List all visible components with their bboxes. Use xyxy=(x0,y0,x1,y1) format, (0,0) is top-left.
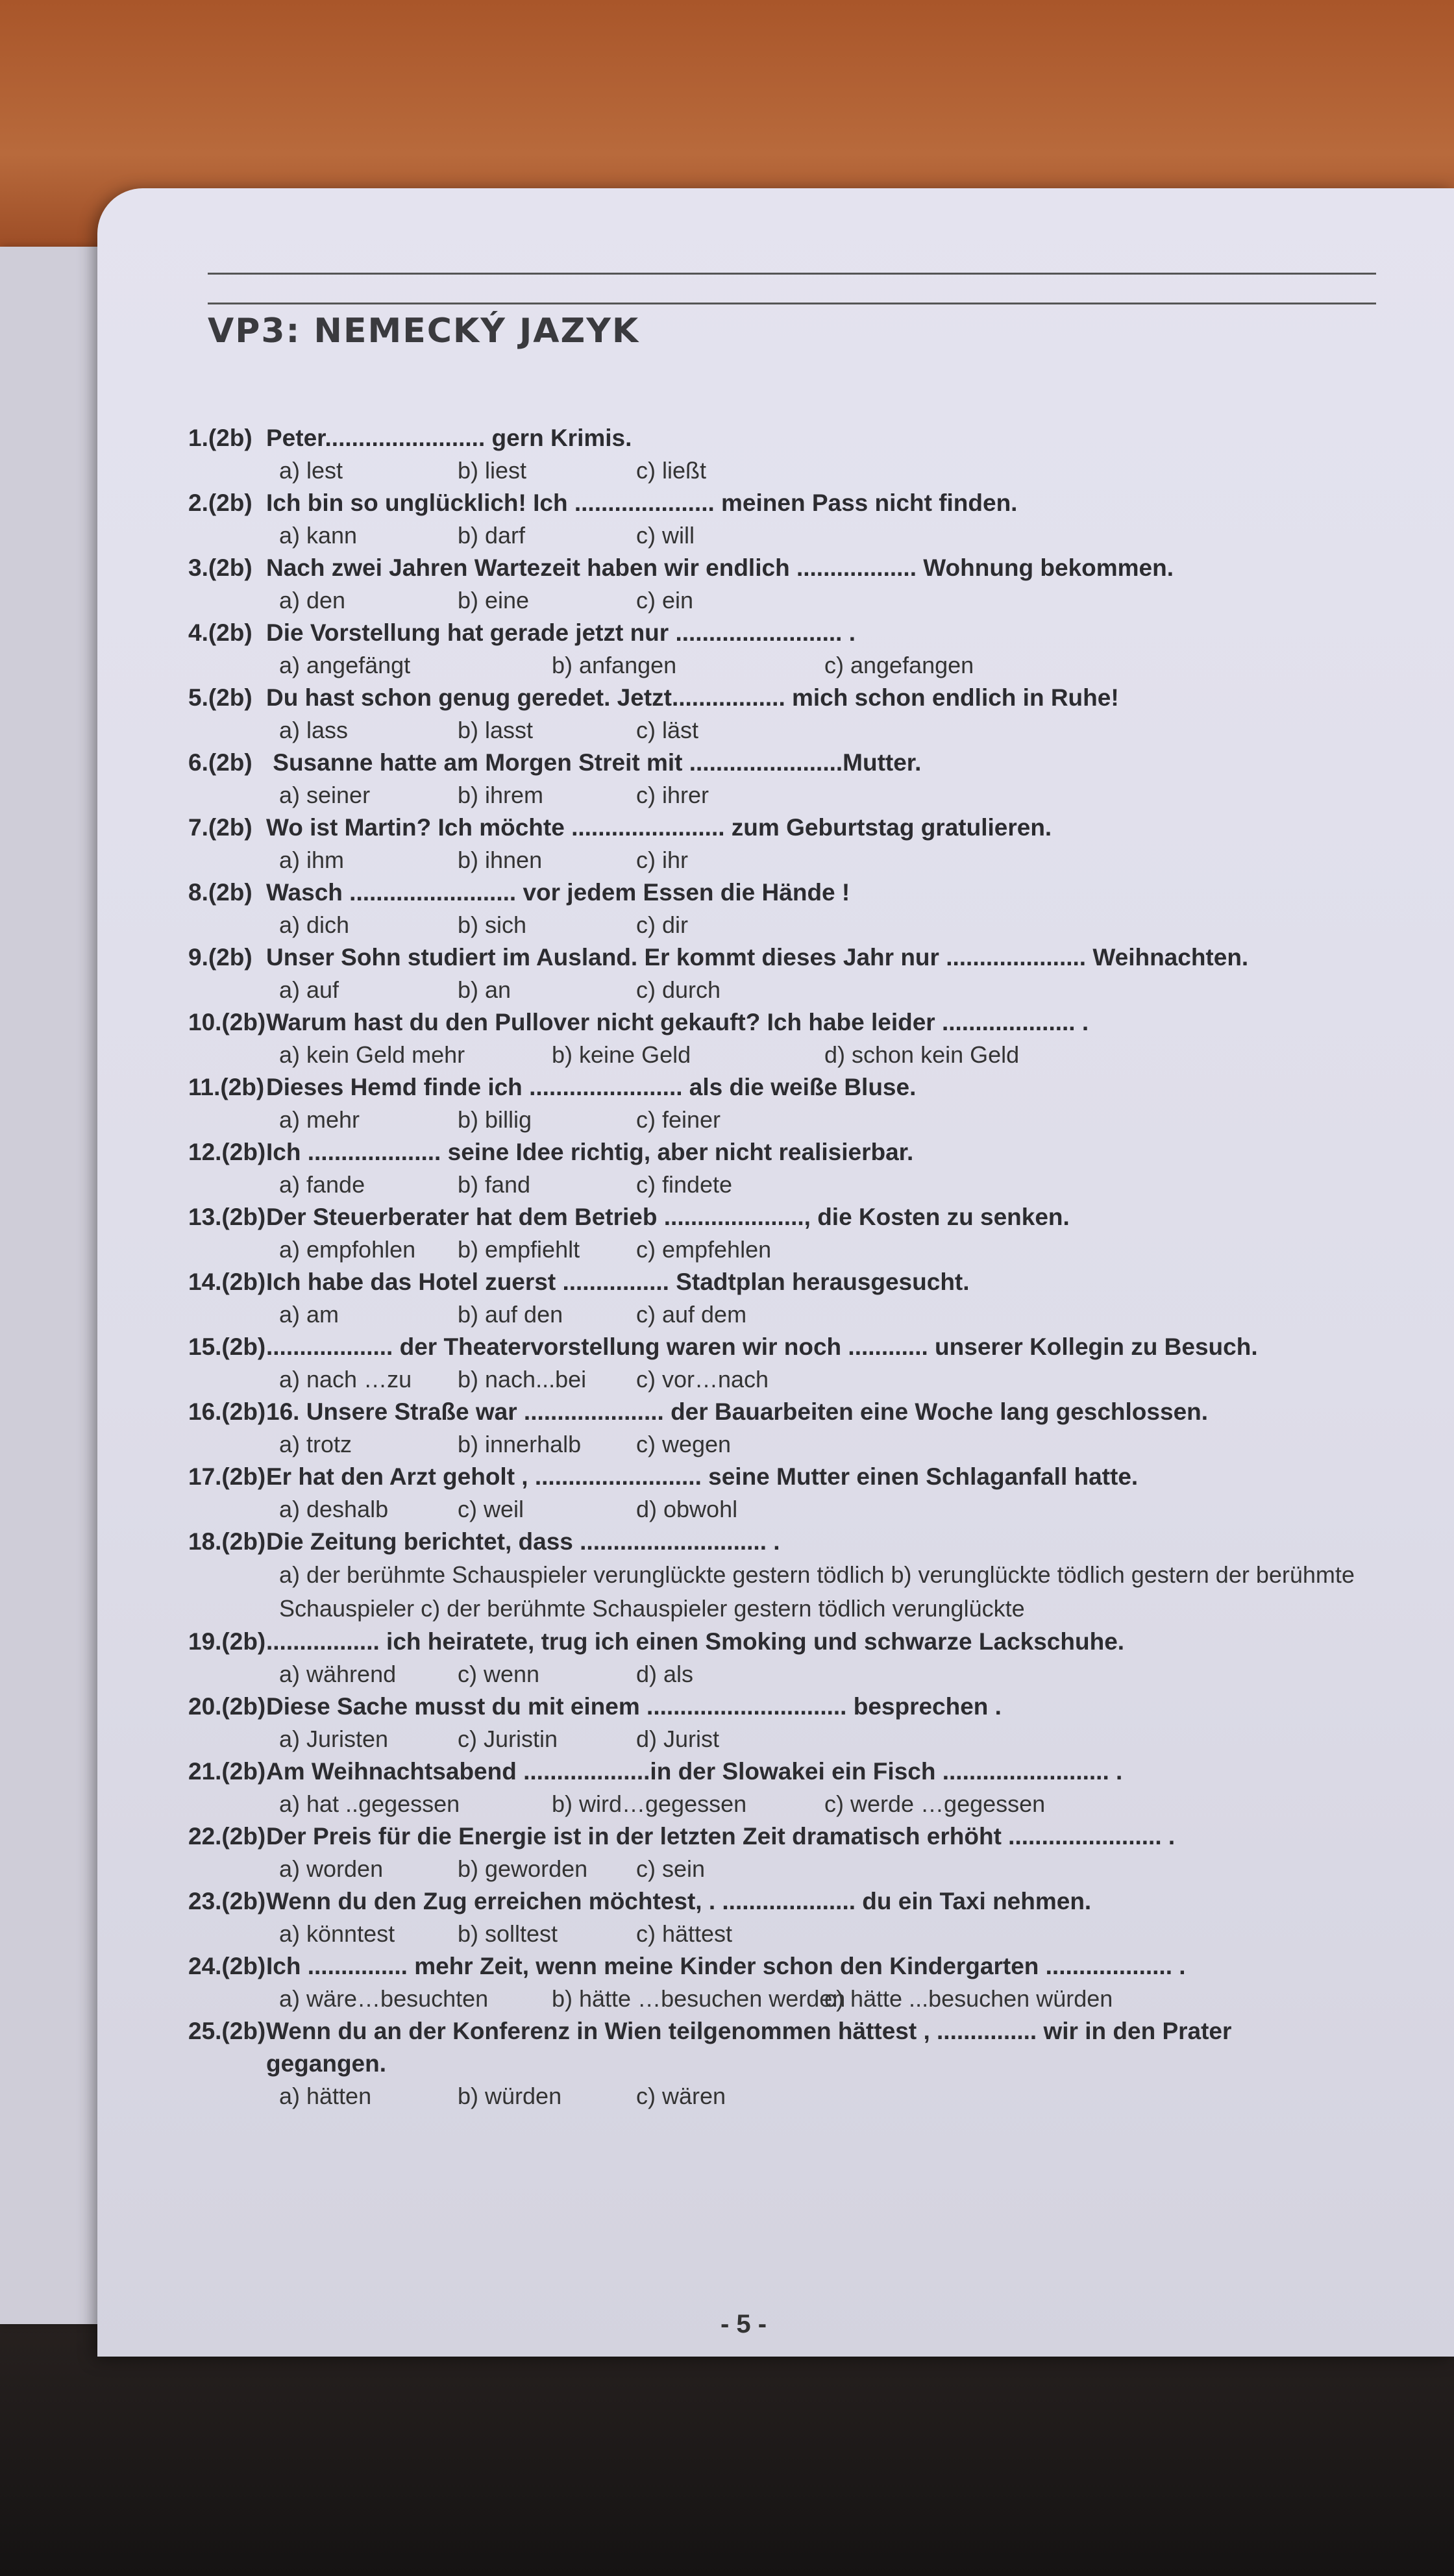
answer-option: a) auf xyxy=(279,976,339,1003)
answer-option: a) trotz xyxy=(279,1431,352,1457)
question-number: 10.(2b) xyxy=(188,1009,266,1035)
answer-option: c) empfehlen xyxy=(636,1236,772,1263)
question-item xyxy=(188,1820,1448,1885)
question-text: Warum hast du den Pullover nicht gekauft? Ich habe leider .................... . xyxy=(266,1009,1089,1035)
question-item xyxy=(188,1201,1448,1266)
question-text: Nach zwei Jahren Wartezeit haben wir endlich .................. Wohnung bekommen. xyxy=(266,554,1174,581)
answer-option: a) dich xyxy=(279,911,350,938)
question-number: 25.(2b) xyxy=(188,2018,266,2044)
header-rule xyxy=(208,303,1376,304)
answer-option: c) Juristin xyxy=(458,1726,558,1752)
answer-option: a) seiner xyxy=(279,782,371,808)
question-line xyxy=(188,617,1448,649)
question-number: 17.(2b) xyxy=(188,1463,266,1490)
question-text-continuation: gegangen. xyxy=(266,2050,387,2077)
question-number: 1.(2b) xyxy=(188,425,253,451)
answer-option: b) liest xyxy=(458,457,527,484)
answer-options xyxy=(188,584,1448,617)
question-text: Die Vorstellung hat gerade jetzt nur ......................... . xyxy=(266,619,856,646)
question-number: 13.(2b) xyxy=(188,1204,266,1230)
question-text: Wo ist Martin? Ich möchte ....................... zum Geburtstag gratulieren. xyxy=(266,814,1052,841)
question-text: Du hast schon genug geredet. Jetzt................. mich schon endlich in Ruhe! xyxy=(266,684,1119,711)
question-text: Ich ............... mehr Zeit, wenn meine Kinder schon den Kindergarten ................... . xyxy=(266,1953,1186,1979)
answer-options xyxy=(188,1918,1448,1950)
answer-option: a) lest xyxy=(279,457,343,484)
question-number: 2.(2b) xyxy=(188,489,253,516)
question-item xyxy=(188,1626,1448,1690)
answer-option: c) weil xyxy=(458,1496,524,1522)
question-list xyxy=(188,422,1448,2112)
answer-options xyxy=(188,974,1448,1006)
answer-options xyxy=(188,1983,1448,2015)
question-line xyxy=(188,876,1448,909)
answer-option: c) wären xyxy=(636,2083,726,2109)
answer-option: c) feiner xyxy=(636,1106,721,1133)
answer-option: a) den xyxy=(279,587,346,613)
question-text: Unser Sohn studiert im Ausland. Er kommt dieses Jahr nur ..................... Weihnachten. xyxy=(266,944,1249,971)
answer-option: b) nach...bei xyxy=(458,1366,587,1393)
question-number: 24.(2b) xyxy=(188,1953,266,1979)
question-line xyxy=(188,811,1448,844)
answer-option: c) findete xyxy=(636,1171,733,1198)
answer-option: b) innerhalb xyxy=(458,1431,582,1457)
question-line xyxy=(188,1071,1448,1104)
question-text: Ich .................... seine Idee richtig, aber nicht realisierbar. xyxy=(266,1139,914,1165)
question-line xyxy=(188,1461,1448,1493)
question-item xyxy=(188,422,1448,487)
answer-option: b) lasst xyxy=(458,717,534,743)
question-text: Diese Sache musst du mit einem .............................. besprechen . xyxy=(266,1693,1002,1720)
question-number: 6.(2b) xyxy=(188,749,253,776)
answer-options xyxy=(188,649,1448,682)
question-text: ................... der Theatervorstellung waren wir noch ............ unserer Kollegin zu Besuch. xyxy=(266,1333,1258,1360)
question-number: 20.(2b) xyxy=(188,1693,266,1720)
answer-option: a) wäre…besuchten xyxy=(279,1985,489,2012)
question-number: 23.(2b) xyxy=(188,1888,266,1914)
answer-options: a) der berühmte Schauspieler verunglückte gestern tödlich b) verunglückte tödlich gestern der berühmte Schauspieler c) der berühmte Schauspieler gestern tödlich verunglückte xyxy=(279,1561,1355,1622)
question-item xyxy=(188,2015,1448,2112)
answer-options xyxy=(188,1853,1448,1885)
answer-option: c) sein xyxy=(636,1855,706,1882)
question-item xyxy=(188,1006,1448,1071)
question-text: Er hat den Arzt geholt , ......................... seine Mutter einen Schlaganfall hatte. xyxy=(266,1463,1139,1490)
question-text: 16. Unsere Straße war ..................... der Bauarbeiten eine Woche lang geschlossen. xyxy=(266,1398,1209,1425)
answer-option: a) kann xyxy=(279,522,358,549)
answer-option: b) würden xyxy=(458,2083,562,2109)
answer-option: b) empfiehlt xyxy=(458,1236,580,1263)
question-item xyxy=(188,682,1448,747)
answer-option: b) an xyxy=(458,976,511,1003)
answer-option: a) worden xyxy=(279,1855,384,1882)
question-item xyxy=(188,1461,1448,1526)
question-number: 11.(2b) xyxy=(188,1074,265,1100)
answer-option: c) ihr xyxy=(636,847,688,873)
answer-option: c) hätte ...besuchen würden xyxy=(824,1985,1113,2012)
question-line xyxy=(188,1006,1448,1039)
question-item xyxy=(188,1885,1448,1950)
answer-option: b) solltest xyxy=(458,1920,558,1947)
answer-option: b) darf xyxy=(458,522,526,549)
answer-option: c) will xyxy=(636,522,695,549)
question-line xyxy=(188,941,1448,974)
header-rule xyxy=(208,273,1376,275)
question-item xyxy=(188,1755,1448,1820)
page-number: - 5 - xyxy=(721,2310,767,2338)
answer-options xyxy=(188,1298,1448,1331)
answer-options xyxy=(188,1363,1448,1396)
answer-option: a) lass xyxy=(279,717,349,743)
question-line xyxy=(188,1396,1448,1428)
answer-option: c) wegen xyxy=(636,1431,732,1457)
answer-option: a) deshalb xyxy=(279,1496,389,1522)
answer-option: b) billig xyxy=(458,1106,532,1133)
answer-option: a) mehr xyxy=(279,1106,360,1133)
answer-option: c) werde …gegessen xyxy=(824,1790,1046,1817)
answer-options xyxy=(188,714,1448,747)
answer-option: c) läst xyxy=(636,717,699,743)
question-line xyxy=(188,682,1448,714)
question-number: 22.(2b) xyxy=(188,1823,266,1850)
underlying-sheet xyxy=(0,247,104,2324)
question-number: 8.(2b) xyxy=(188,879,253,906)
answer-option: b) fand xyxy=(458,1171,531,1198)
question-line xyxy=(188,1820,1448,1853)
question-number: 15.(2b) xyxy=(188,1333,266,1360)
answer-option: d) als xyxy=(636,1661,694,1687)
answer-option: c) angefangen xyxy=(824,652,974,678)
question-item xyxy=(188,1331,1448,1396)
question-text: Wasch ......................... vor jedem Essen die Hände ! xyxy=(266,879,850,906)
question-line xyxy=(188,1755,1448,1788)
question-text: Die Zeitung berichtet, dass ............................ . xyxy=(266,1528,780,1555)
answer-option: c) hättest xyxy=(636,1920,733,1947)
question-item xyxy=(188,1396,1448,1461)
answer-option: b) auf den xyxy=(458,1301,563,1328)
answer-options xyxy=(188,1658,1448,1690)
question-line xyxy=(188,1690,1448,1723)
answer-option: a) hätten xyxy=(279,2083,372,2109)
question-line xyxy=(188,1331,1448,1363)
answer-option: c) ein xyxy=(636,587,694,613)
answer-option: c) vor…nach xyxy=(636,1366,769,1393)
document-page xyxy=(97,188,1454,2357)
answer-option: d) schon kein Geld xyxy=(824,1041,1020,1068)
answer-option: c) durch xyxy=(636,976,721,1003)
question-item xyxy=(188,941,1448,1006)
answer-options xyxy=(188,1104,1448,1136)
answer-option: b) ihnen xyxy=(458,847,543,873)
answer-option: b) anfangen xyxy=(552,652,677,678)
answer-option: c) auf dem xyxy=(636,1301,747,1328)
question-number: 3.(2b) xyxy=(188,554,253,581)
answer-option: a) während xyxy=(279,1661,397,1687)
question-text: ................. ich heiratete, trug ich einen Smoking und schwarze Lackschuhe. xyxy=(266,1628,1125,1655)
answer-options xyxy=(188,519,1448,552)
question-text: Der Preis für die Energie ist in der letzten Zeit dramatisch erhöht ....................... . xyxy=(266,1823,1176,1850)
question-item xyxy=(188,1266,1448,1331)
question-line xyxy=(188,1136,1448,1169)
answer-options xyxy=(188,2080,1448,2112)
answer-option: c) dir xyxy=(636,911,688,938)
answer-option: b) geworden xyxy=(458,1855,588,1882)
question-text: Wenn du an der Konferenz in Wien teilgenommen hättest , ............... wir in den Prater xyxy=(266,2018,1232,2044)
answer-options xyxy=(188,1723,1448,1755)
question-number: 16.(2b) xyxy=(188,1398,266,1425)
answer-option: a) hat ..gegessen xyxy=(279,1790,460,1817)
answer-option: a) fande xyxy=(279,1171,365,1198)
answer-option: a) empfohlen xyxy=(279,1236,416,1263)
question-text: Der Steuerberater hat dem Betrieb ....................., die Kosten zu senken. xyxy=(266,1204,1070,1230)
question-line xyxy=(188,422,1448,454)
answer-option: c) ihrer xyxy=(636,782,709,808)
answer-option: a) könntest xyxy=(279,1920,395,1947)
question-number: 9.(2b) xyxy=(188,944,253,971)
answer-options xyxy=(188,1428,1448,1461)
answer-options xyxy=(188,1493,1448,1526)
answer-option: c) ließt xyxy=(636,457,706,484)
question-number: 21.(2b) xyxy=(188,1758,266,1785)
question-number: 14.(2b) xyxy=(188,1269,266,1295)
answer-option: b) eine xyxy=(458,587,530,613)
question-item xyxy=(188,747,1448,811)
question-item xyxy=(188,552,1448,617)
question-item xyxy=(188,1690,1448,1755)
question-item xyxy=(188,1950,1448,2015)
answer-option: a) angefängt xyxy=(279,652,411,678)
question-text: Dieses Hemd finde ich ....................... als die weiße Bluse. xyxy=(266,1074,917,1100)
answer-options xyxy=(188,844,1448,876)
question-line xyxy=(188,1526,1448,1558)
answer-options xyxy=(188,1169,1448,1201)
question-line xyxy=(188,2015,1448,2048)
question-line xyxy=(188,1626,1448,1658)
answer-options xyxy=(188,779,1448,811)
answer-option: b) keine Geld xyxy=(552,1041,691,1068)
question-number: 7.(2b) xyxy=(188,814,253,841)
question-item xyxy=(188,617,1448,682)
question-text: Am Weihnachtsabend ...................in der Slowakei ein Fisch ......................... . xyxy=(266,1758,1123,1785)
question-text: Peter........................ gern Krimis. xyxy=(266,425,632,451)
question-number: 19.(2b) xyxy=(188,1628,266,1655)
answer-options xyxy=(188,1039,1448,1071)
answer-option: d) obwohl xyxy=(636,1496,738,1522)
answer-option: a) am xyxy=(279,1301,339,1328)
question-line xyxy=(188,747,1448,779)
question-item xyxy=(188,1136,1448,1201)
question-line xyxy=(188,1885,1448,1918)
answer-options xyxy=(188,1788,1448,1820)
question-item xyxy=(188,811,1448,876)
answer-option: a) kein Geld mehr xyxy=(279,1041,465,1068)
question-line xyxy=(188,487,1448,519)
question-text: Ich habe das Hotel zuerst ................ Stadtplan herausgesucht. xyxy=(266,1269,970,1295)
answer-option: b) ihrem xyxy=(458,782,544,808)
question-line xyxy=(188,1266,1448,1298)
answer-option: a) Juristen xyxy=(279,1726,389,1752)
question-line xyxy=(188,552,1448,584)
answer-option: c) wenn xyxy=(458,1661,540,1687)
answer-options xyxy=(188,1233,1448,1266)
question-item xyxy=(188,487,1448,552)
question-number: 18.(2b) xyxy=(188,1528,266,1555)
question-line xyxy=(188,1950,1448,1983)
question-item xyxy=(188,1526,1448,1626)
question-text: Susanne hatte am Morgen Streit mit .......................Mutter. xyxy=(266,749,922,776)
question-item xyxy=(188,876,1448,941)
page-title: VP3: NEMECKÝ JAZYK xyxy=(208,312,640,351)
question-item xyxy=(188,1071,1448,1136)
answer-options xyxy=(188,454,1448,487)
answer-option: b) sich xyxy=(458,911,527,938)
question-number: 4.(2b) xyxy=(188,619,253,646)
answer-options xyxy=(188,909,1448,941)
answer-option: d) Jurist xyxy=(636,1726,720,1752)
answer-option: b) wird…gegessen xyxy=(552,1790,747,1817)
question-line xyxy=(188,1201,1448,1233)
question-number: 5.(2b) xyxy=(188,684,253,711)
answer-option: a) ihm xyxy=(279,847,345,873)
question-text: Wenn du den Zug erreichen möchtest, . .................... du ein Taxi nehmen. xyxy=(266,1888,1092,1914)
question-number: 12.(2b) xyxy=(188,1139,266,1165)
answer-option: b) hätte …besuchen werden xyxy=(552,1985,846,2012)
question-text: Ich bin so unglücklich! Ich ..................... meinen Pass nicht finden. xyxy=(266,489,1018,516)
answer-option: a) nach …zu xyxy=(279,1366,412,1393)
